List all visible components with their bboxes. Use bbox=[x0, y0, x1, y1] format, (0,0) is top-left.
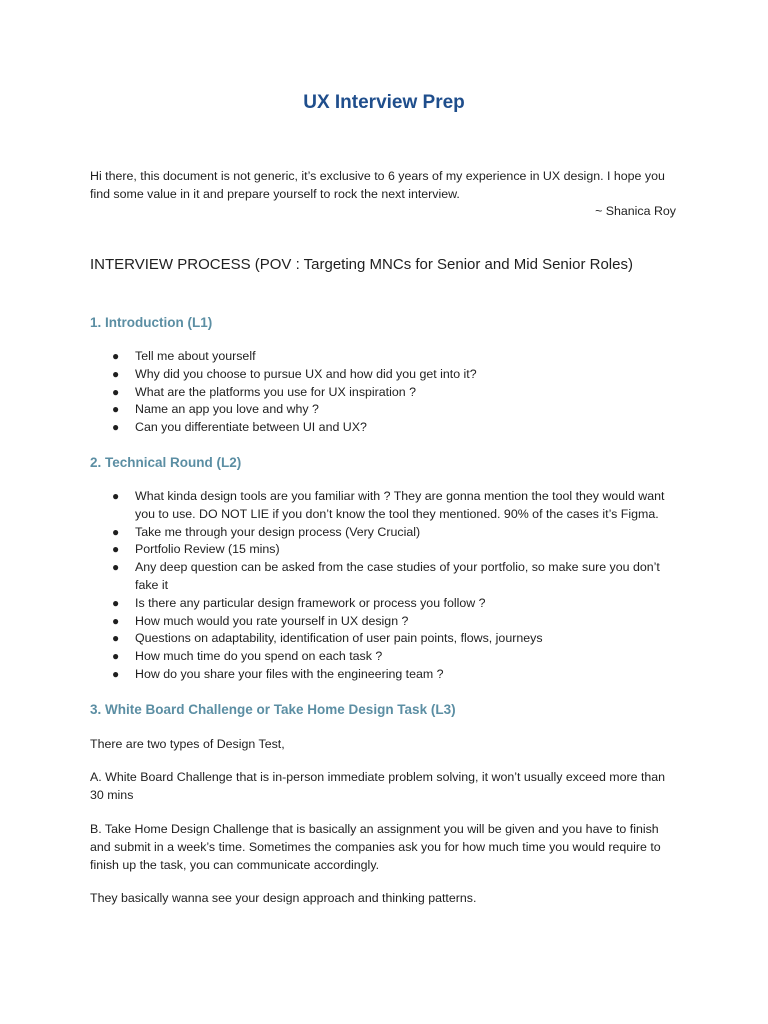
bullet-icon: ● bbox=[112, 613, 120, 628]
list-item: ● Name an app you love and why ? bbox=[90, 401, 678, 419]
list-item: ● How do you share your files with the engineering team ? bbox=[90, 666, 678, 684]
section-heading-technical-round: 2. Technical Round (L2) bbox=[90, 455, 242, 470]
bullet-icon: ● bbox=[112, 420, 120, 435]
technical-question-list bbox=[90, 488, 678, 684]
list-item: ● Tell me about yourself bbox=[90, 348, 678, 366]
list-item: ● How much would you rate yourself in UX design ? bbox=[90, 613, 678, 631]
list-item: ● Take me through your design process (Very Crucial) bbox=[90, 524, 678, 542]
bullet-icon: ● bbox=[112, 560, 120, 575]
list-item: ● Why did you choose to pursue UX and how did you get into it? bbox=[90, 366, 678, 384]
list-item: ● Portfolio Review (15 mins) bbox=[90, 541, 678, 559]
bullet-icon: ● bbox=[112, 649, 120, 664]
list-item: ● How much time do you spend on each task ? bbox=[90, 648, 678, 666]
list-item: ● Any deep question can be asked from the case studies of your portfolio, so make sure you don’t fake it bbox=[112, 560, 660, 592]
bullet-icon: ● bbox=[112, 542, 120, 557]
bullet-icon: ● bbox=[112, 384, 120, 399]
section-heading-introduction: 1. Introduction (L1) bbox=[90, 315, 213, 330]
whiteboard-challenge-paragraph: A. White Board Challenge that is in-person immediate problem solving, it won’t usually exceed more than 30 mins bbox=[90, 770, 666, 802]
bullet-icon: ● bbox=[112, 631, 120, 646]
design-test-intro: There are two types of Design Test, bbox=[90, 737, 285, 751]
list-item: ● Can you differentiate between UI and UX? bbox=[90, 419, 678, 437]
list-item: ● Questions on adaptability, identification of user pain points, flows, journeys bbox=[90, 630, 678, 648]
section-heading-design-task: 3. White Board Challenge or Take Home Design Task (L3) bbox=[90, 702, 456, 717]
list-item: ● What are the platforms you use for UX inspiration ? bbox=[90, 384, 678, 402]
list-item: ● What kinda design tools are you familiar with ? They are gonna mention the tool they would want you to use. DO NOT LIE if you don’t know the tool they mentioned. 90% of the cases it’s Figma. bbox=[112, 489, 665, 521]
bullet-icon: ● bbox=[112, 489, 120, 503]
intro-paragraph: Hi there, this document is not generic, it’s exclusive to 6 years of my experience in UX design. I hope you find some value in it and prepare yourself to rock the next interview. bbox=[90, 169, 665, 201]
bullet-icon: ● bbox=[112, 666, 120, 681]
introduction-question-list bbox=[90, 348, 678, 437]
bullet-icon: ● bbox=[112, 595, 120, 610]
list-item: ● Is there any particular design framework or process you follow ? bbox=[90, 595, 678, 613]
take-home-challenge-paragraph: B. Take Home Design Challenge that is basically an assignment you will be given and you have to finish and submit in a week’s time. Sometimes the companies ask you for how much time you would require to finish up the task, you can communicate accordingly. bbox=[90, 822, 661, 872]
author-signature: ~ Shanica Roy bbox=[595, 204, 676, 218]
bullet-icon: ● bbox=[112, 366, 120, 381]
bullet-icon: ● bbox=[112, 402, 120, 417]
document-title: UX Interview Prep bbox=[303, 92, 465, 113]
bullet-icon: ● bbox=[112, 349, 120, 363]
bullet-icon: ● bbox=[112, 524, 120, 539]
design-approach-paragraph: They basically wanna see your design approach and thinking patterns. bbox=[90, 891, 477, 905]
interview-process-heading: INTERVIEW PROCESS (POV : Targeting MNCs for Senior and Mid Senior Roles) bbox=[90, 256, 633, 273]
